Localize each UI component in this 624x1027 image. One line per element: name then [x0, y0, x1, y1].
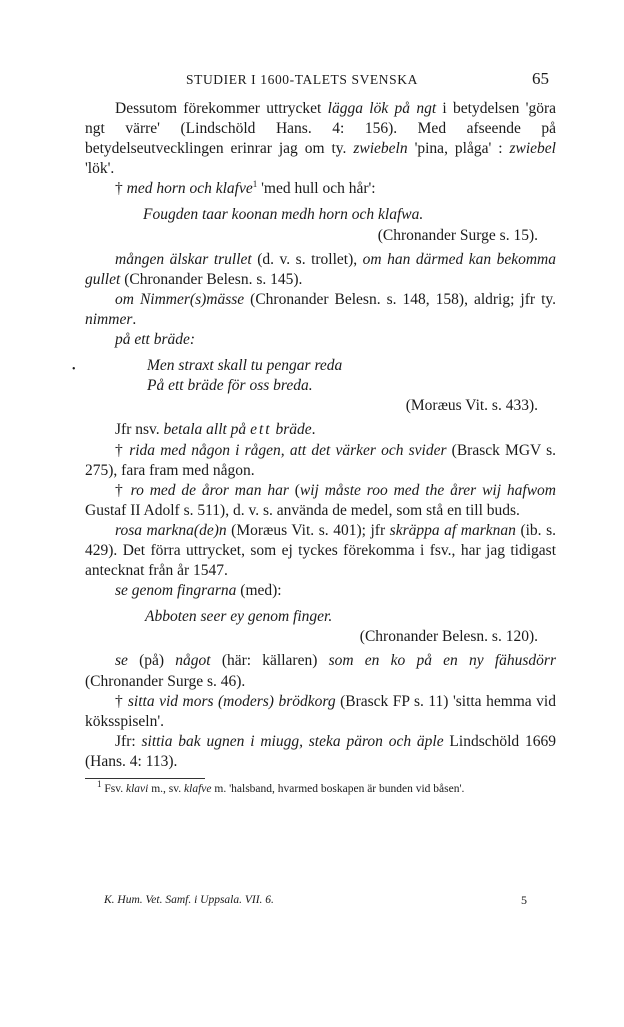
text-run: (d. v. s. trollet),: [251, 250, 363, 268]
running-head-title: STUDIER I 1600-TALETS SVENSKA: [186, 72, 418, 87]
text-run: Gustaf II Adolf s. 511), d. v. s. använda de medel, som stå en till buds.: [85, 501, 520, 519]
text-run: 'pina, plåga' :: [407, 140, 510, 158]
paragraph: [85, 179, 556, 199]
paragraph: [85, 732, 556, 772]
quotation-line: Abboten seer ey genom finger.: [145, 608, 333, 626]
italic-run: något: [175, 652, 211, 670]
text-run: m., sv.: [148, 783, 185, 795]
text-run: (Brasck MGV s. 275), fara fram med någon.: [85, 441, 557, 479]
text-run: Jfr:: [115, 732, 142, 750]
paragraph: [85, 420, 556, 440]
italic-run: skräppa af marknan: [389, 521, 516, 539]
text-run: †: [115, 180, 127, 198]
footnote: [85, 779, 556, 797]
italic-run: om han därmed kan bekomma gullet: [85, 250, 556, 288]
text-run: .: [132, 310, 137, 328]
imprint: K. Hum. Vet. Samf. i Uppsala. VII. 6.: [104, 894, 274, 906]
italic-run: zwiebeln: [353, 140, 408, 158]
text-run: 'med hull och hår':: [257, 180, 376, 198]
text-run: (här: källaren): [210, 652, 329, 670]
text-run: (: [288, 481, 300, 499]
text-run: m. 'halsband, hvarmed boskapen är bunden vid båsen'.: [211, 783, 465, 795]
paragraph: [85, 581, 556, 601]
italic-run: se: [115, 652, 128, 670]
text-run: †: [115, 481, 131, 499]
text-run: (på): [127, 652, 176, 670]
italic-run: nimmer: [85, 310, 133, 328]
text-run: i betydelsen 'göra ngt värre' (Lindschöld Hans. 4: 156). Med afseende på betydelseutvecklingen erinrar jag om ty.: [85, 100, 556, 158]
text-run: (Chronander Belesn. s. 145).: [120, 270, 303, 288]
italic-run: som en ko på en ny fähusdörr: [328, 652, 556, 670]
paragraph: [85, 99, 556, 179]
italic-run: betala allt på: [163, 421, 251, 439]
quotation-source: (Chronander Surge s. 15).: [377, 226, 538, 244]
text-run: Lindschöld 1669 (Hans. 4: 113).: [85, 732, 556, 770]
italic-run: rosa markna(de)n: [115, 521, 227, 539]
text-run: (Moræus Vit. s. 401); jfr: [226, 521, 390, 539]
paragraph: [85, 441, 556, 481]
italic-run: bräde: [271, 421, 312, 439]
quotation-line: Men straxt skall tu pengar reda: [147, 357, 343, 375]
text-run: †: [115, 441, 130, 459]
italic-run: rida med någon i rågen, att det värker och svider: [129, 441, 447, 459]
paragraph: [85, 330, 556, 350]
running-head: [0, 69, 624, 94]
italic-run: på ett bräde:: [115, 331, 196, 349]
text-run: (Brasck FP s. 11) 'sitta hemma vid köksspiseln'.: [85, 692, 556, 730]
paragraph: [85, 651, 556, 691]
footnote-rule: [85, 778, 205, 779]
text-run: .: [311, 421, 316, 439]
text-run: Fsv.: [101, 783, 126, 795]
italic-run: klavi: [126, 783, 149, 795]
italic-run: med horn och klafve: [126, 180, 253, 198]
italic-run: ett: [250, 421, 272, 439]
italic-run: lägga lök på ngt: [327, 100, 437, 117]
italic-run: ro med de åror man har: [130, 481, 289, 499]
quotation-line: På ett bräde för oss breda.: [147, 377, 313, 395]
quotation-source: (Moræus Vit. s. 433).: [405, 397, 538, 415]
quotation-source: (Chronander Belesn. s. 120).: [359, 628, 538, 646]
italic-run: sittia bak ugnen i miugg, steka päron och äple: [141, 732, 444, 750]
margin-mark: •: [72, 364, 76, 375]
italic-run: klafve: [184, 783, 212, 795]
text-run: 'lök'.: [85, 160, 115, 178]
text-run: (Chronander Belesn. s. 148, 158), aldrig; jfr ty.: [244, 290, 556, 308]
text-run: Dessutom förekommer uttrycket: [115, 100, 328, 117]
italic-run: om Nimmer(s)mässe: [115, 290, 245, 308]
paragraph: [85, 692, 556, 732]
text-run: (ib. s. 429). Det förra uttrycket, som ej tyckes förekomma i fsv., har jag tidigast antecknat från år 1547.: [85, 521, 557, 580]
signature-mark: 5: [521, 893, 527, 907]
page-text: [85, 99, 556, 772]
text-run: †: [115, 692, 128, 710]
italic-run: wij måste roo med the årer wij hafwom: [299, 481, 556, 499]
quotation-line: Fougden taar koonan medh horn och klafwa.: [143, 206, 424, 224]
paragraph: [85, 290, 556, 330]
paragraph: [85, 521, 556, 581]
page-number: 65: [532, 69, 549, 88]
footnote-marker: 1: [252, 179, 258, 190]
footnote-marker: 1: [97, 779, 102, 790]
page-body: [85, 99, 556, 797]
italic-run: se genom fingrarna: [115, 582, 237, 600]
text-run: (Chronander Surge s. 46).: [85, 672, 246, 690]
italic-run: sitta vid mors (moders) brödkorg: [127, 692, 336, 710]
paragraph: [85, 481, 556, 521]
text-run: (med):: [236, 582, 282, 600]
paragraph: [85, 250, 556, 290]
italic-run: mången älskar trullet: [115, 250, 252, 268]
italic-run: zwiebel: [509, 140, 556, 158]
text-run: Jfr nsv.: [115, 421, 164, 439]
